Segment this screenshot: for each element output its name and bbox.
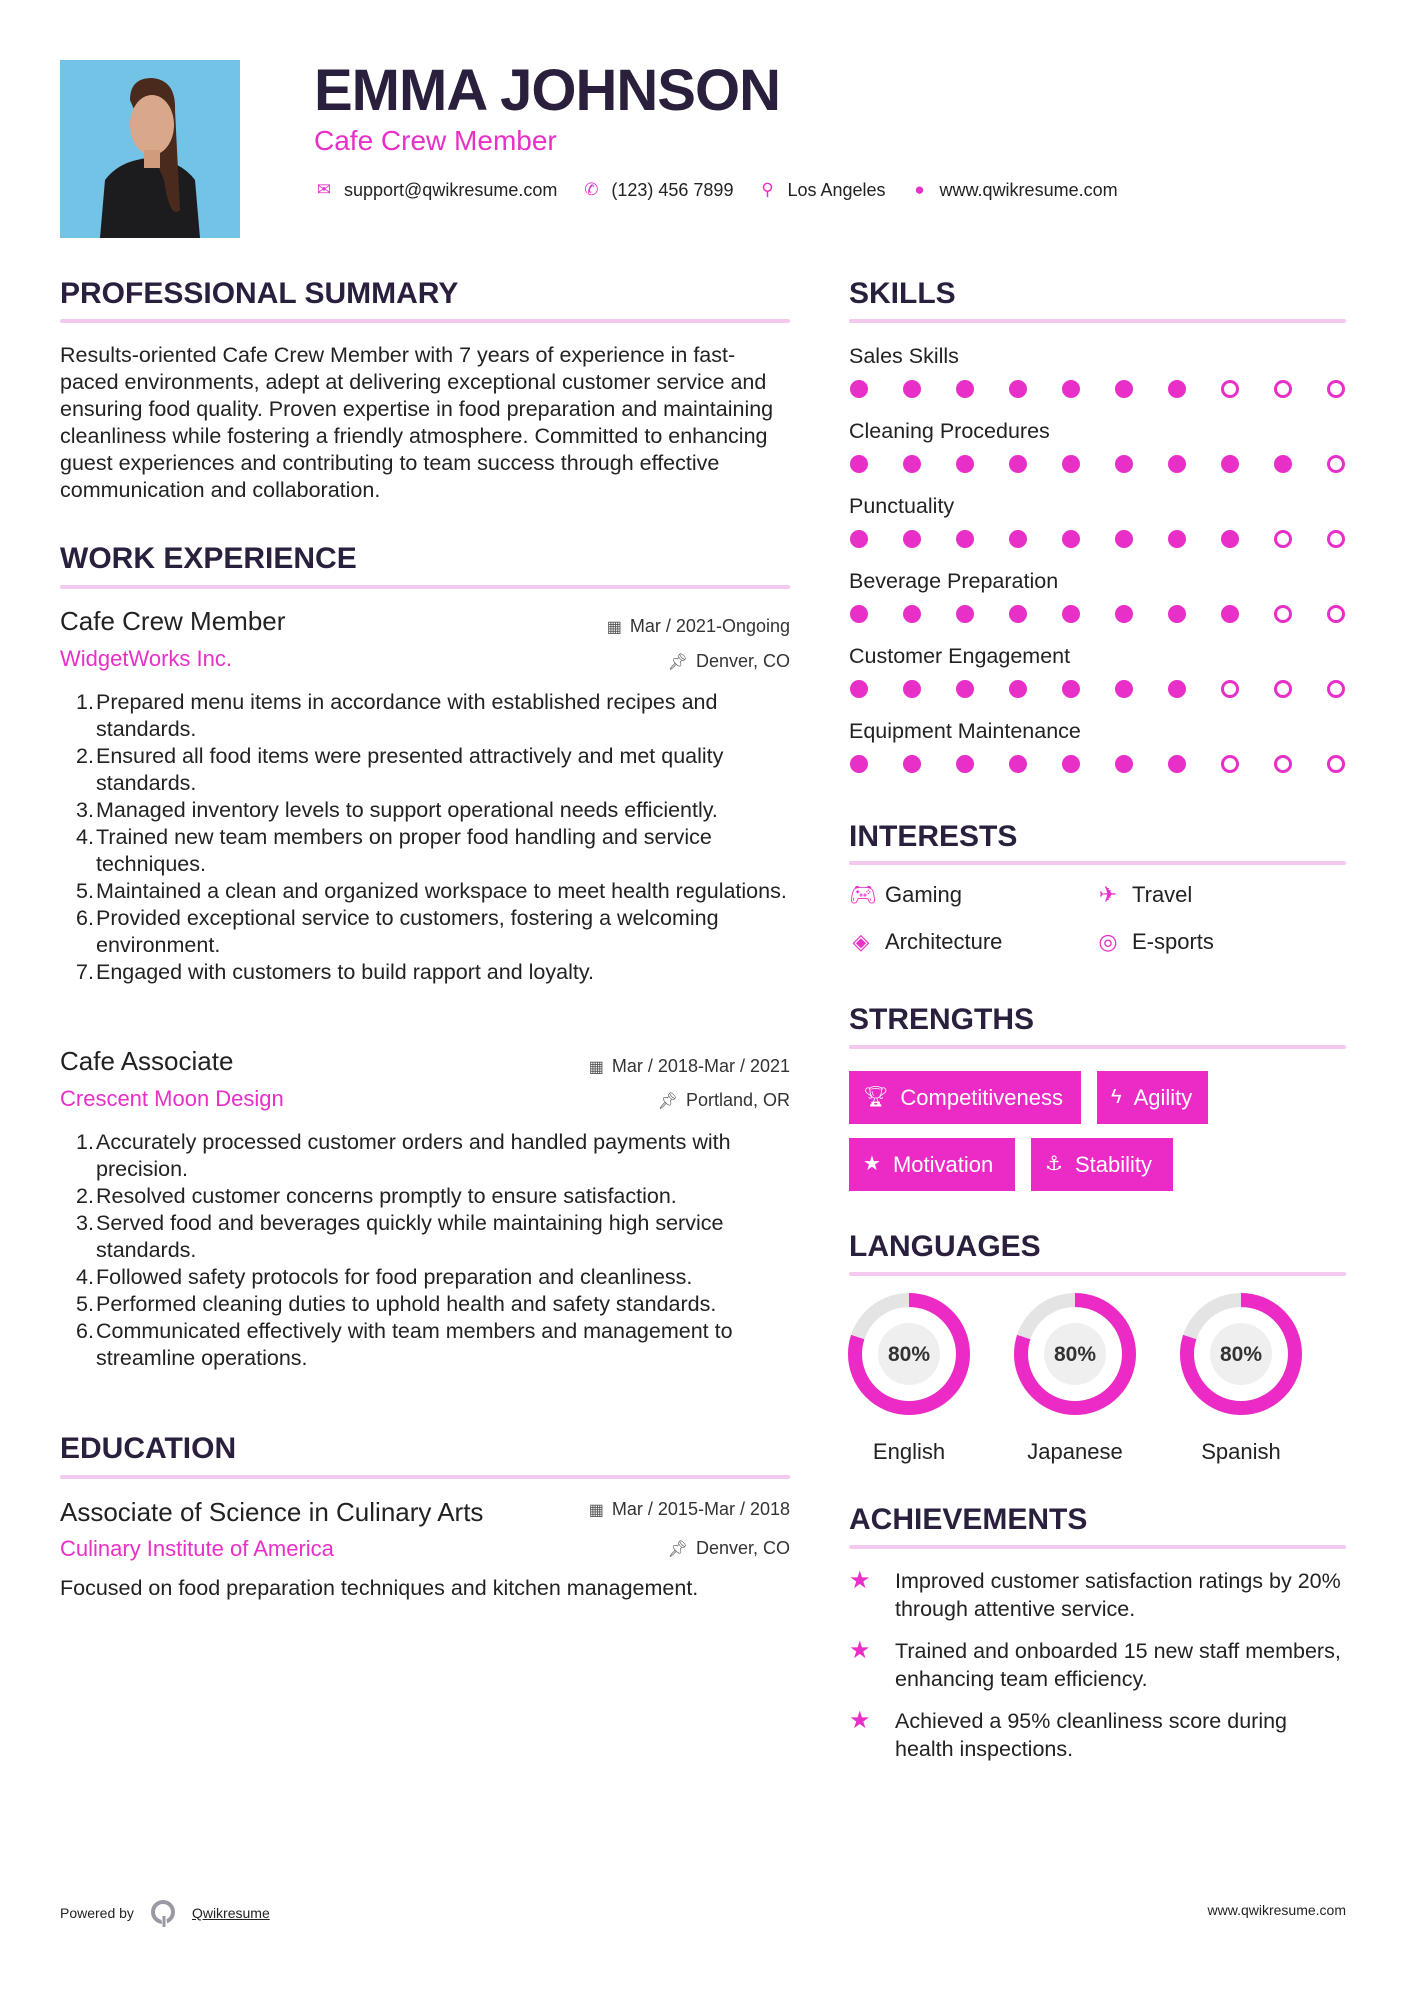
shooting-star-icon: ★ — [849, 1567, 871, 1594]
rating-dot-filled — [956, 605, 974, 623]
job-location — [668, 649, 790, 675]
life-ring-icon: ◎ — [1098, 929, 1118, 954]
education-location — [668, 1536, 790, 1562]
education-description: Focused on food preparation techniques and kitchen management. — [60, 1576, 699, 1600]
qwikresume-link[interactable]: Qwikresume — [191, 1905, 270, 1921]
skill-label: Sales Skills — [849, 344, 959, 368]
education-heading: EDUCATION — [60, 1432, 237, 1465]
skill-item — [849, 342, 1346, 417]
section-divider — [849, 1545, 1346, 1549]
rating-dot-filled — [1168, 605, 1186, 623]
achievement-item — [849, 1637, 1346, 1693]
rating-dot-empty — [1327, 680, 1345, 698]
language-percent: 80% — [887, 1343, 931, 1366]
pin-icon: 📌︎ — [667, 654, 688, 671]
strength-stability — [1031, 1138, 1173, 1191]
job-location-text: Denver, CO — [695, 651, 790, 671]
rating-dot-filled — [903, 530, 921, 548]
rating-dot-empty — [1274, 680, 1292, 698]
achievement-item — [849, 1707, 1346, 1763]
rating-dot-filled — [1221, 530, 1239, 548]
candidate-title: Cafe Crew Member — [314, 125, 557, 156]
job-location-text: Portland, OR — [685, 1090, 790, 1110]
rating-dot-filled — [850, 530, 868, 548]
bullet-item: Performed cleaning duties to uphold health and safety standards. — [96, 1292, 717, 1316]
strength-competitiveness — [849, 1071, 1081, 1124]
rating-dot-empty — [1221, 680, 1239, 698]
rating-dot-empty — [1327, 605, 1345, 623]
pin-icon: 📌︎ — [667, 1541, 688, 1558]
summary-heading: PROFESSIONAL SUMMARY — [60, 277, 459, 310]
achievement-text: Trained and onboarded 15 new staff members, enhancing team efficiency. — [895, 1639, 1341, 1691]
rating-dot-filled — [903, 380, 921, 398]
rating-dot-filled — [1009, 680, 1027, 698]
plane-icon: ✈ — [1098, 882, 1118, 907]
bullet-item: Accurately processed customer orders and handled payments with precision. — [96, 1130, 731, 1181]
rating-dot-filled — [1062, 380, 1080, 398]
rating-dot-empty — [1327, 380, 1345, 398]
rating-dot-empty — [1274, 755, 1292, 773]
rating-dot-filled — [1009, 605, 1027, 623]
rating-dot-filled — [1062, 530, 1080, 548]
job-role: Cafe Crew Member — [60, 606, 286, 636]
job-dates-text: Mar / 2018-Mar / 2021 — [611, 1056, 790, 1076]
languages-heading: LANGUAGES — [849, 1230, 1041, 1263]
job-dates — [607, 614, 790, 640]
summary-text: Results-oriented Cafe Crew Member with 7 years of experience in fast-paced environments, adept at delivering exceptional customer service and ensuring food quality. Proven expertise in food preparation and maintaining cleanliness while fostering a friendly atmosphere. Committed to enhancing guest experiences and contributing to team success through effective communication and collaboration. — [60, 343, 774, 502]
rating-dot-filled — [1168, 455, 1186, 473]
language-item — [1178, 1291, 1304, 1466]
rating-dot-filled — [903, 605, 921, 623]
gamepad-icon: 🎮︎ — [849, 882, 877, 907]
strength-motivation — [849, 1138, 1015, 1191]
section-divider — [60, 319, 790, 323]
profile-photo — [60, 60, 240, 238]
rating-dot-filled — [1115, 680, 1133, 698]
strength-label: Competitiveness — [900, 1085, 1064, 1110]
section-divider — [849, 861, 1346, 865]
section-divider — [849, 1272, 1346, 1276]
rating-dot-filled — [1115, 530, 1133, 548]
calendar-icon: ▦ — [588, 1059, 604, 1076]
rating-dot-filled — [1115, 605, 1133, 623]
rating-dot-filled — [1009, 755, 1027, 773]
strength-label: Stability — [1074, 1152, 1152, 1177]
language-label: Spanish — [1201, 1439, 1281, 1464]
language-label: Japanese — [1027, 1439, 1123, 1464]
interest-travel — [1096, 881, 1192, 909]
job-company: Crescent Moon Design — [60, 1086, 284, 1111]
calendar-icon: ▦ — [606, 619, 622, 636]
language-donut — [1178, 1291, 1304, 1417]
rating-dot-filled — [1115, 455, 1133, 473]
rating-dot-filled — [903, 755, 921, 773]
bullet-item: Ensured all food items were presented attractively and met quality standards. — [96, 744, 724, 795]
skill-item — [849, 417, 1346, 492]
rating-dot-empty — [1274, 530, 1292, 548]
envelope-icon: ✉ — [316, 180, 332, 199]
rating-dot-filled — [956, 455, 974, 473]
qwikresume-logo-icon — [148, 1898, 178, 1928]
job-role: Cafe Associate — [60, 1046, 234, 1076]
achievements-heading: ACHIEVEMENTS — [849, 1503, 1088, 1536]
rating-dot-filled — [956, 530, 974, 548]
rating-dot-filled — [1009, 380, 1027, 398]
job-company: WidgetWorks Inc. — [60, 646, 232, 671]
skills-heading: SKILLS — [849, 277, 956, 310]
rating-dot-filled — [956, 755, 974, 773]
education-dates-text: Mar / 2015-Mar / 2018 — [611, 1499, 790, 1519]
rating-dot-filled — [903, 455, 921, 473]
language-item — [846, 1291, 972, 1466]
rating-dot-filled — [1062, 680, 1080, 698]
languages-list — [846, 1291, 1306, 1466]
rating-dot-filled — [1009, 455, 1027, 473]
contact-website[interactable]: www.qwikresume.com — [939, 180, 1118, 200]
rating-dot-filled — [850, 680, 868, 698]
map-pin-icon: ⚲ — [761, 180, 774, 199]
skill-rating — [849, 455, 1346, 473]
section-divider — [60, 1475, 790, 1479]
skill-rating — [849, 530, 1346, 548]
rating-dot-empty — [1327, 530, 1345, 548]
section-divider — [849, 1045, 1346, 1049]
rating-dot-empty — [1327, 455, 1345, 473]
rating-dot-filled — [1221, 605, 1239, 623]
rating-dot-filled — [850, 455, 868, 473]
contact-phone[interactable]: (123) 456 7899 — [611, 180, 734, 200]
achievement-text: Achieved a 95% cleanliness score during health inspections. — [895, 1709, 1288, 1761]
rating-dot-filled — [1168, 530, 1186, 548]
job-location — [658, 1088, 790, 1114]
rating-dot-filled — [1168, 380, 1186, 398]
powered-by-label: Powered by — [60, 1905, 134, 1921]
skill-rating — [849, 755, 1346, 773]
rating-dot-filled — [956, 680, 974, 698]
degree: Associate of Science in Culinary Arts — [60, 1497, 484, 1527]
pin-icon: 📌︎ — [657, 1093, 678, 1110]
interest-label: E-sports — [1132, 929, 1214, 954]
ticket-icon: ◈ — [852, 929, 870, 954]
language-donut — [846, 1291, 972, 1417]
interests-heading: INTERESTS — [849, 820, 1018, 853]
rating-dot-filled — [1009, 530, 1027, 548]
strengths-heading: STRENGTHS — [849, 1003, 1035, 1036]
shooting-star-icon: ★ — [849, 1637, 871, 1664]
interest-architecture — [849, 928, 1002, 956]
rating-dot-empty — [1221, 755, 1239, 773]
rating-dot-empty — [1327, 755, 1345, 773]
skill-rating — [849, 380, 1346, 398]
job-dates — [589, 1054, 790, 1080]
strength-label: Agility — [1133, 1085, 1193, 1110]
interest-label: Gaming — [885, 882, 963, 907]
rating-dot-filled — [850, 605, 868, 623]
rating-dot-empty — [1274, 605, 1292, 623]
education-dates — [589, 1497, 790, 1523]
language-item — [1012, 1291, 1138, 1466]
interest-esports — [1096, 928, 1214, 956]
footer-powered — [60, 1898, 270, 1928]
skill-rating — [849, 605, 1346, 623]
rating-dot-filled — [1168, 680, 1186, 698]
skill-label: Beverage Preparation — [849, 569, 1059, 593]
experience-heading: WORK EXPERIENCE — [60, 542, 357, 575]
achievement-text: Improved customer satisfaction ratings by 20% through attentive service. — [895, 1569, 1341, 1621]
rating-dot-empty — [1274, 380, 1292, 398]
section-divider — [849, 319, 1346, 323]
rating-dot-filled — [850, 380, 868, 398]
globe-icon: ● — [914, 180, 925, 199]
star-icon: ★ — [863, 1153, 881, 1175]
language-label: English — [872, 1439, 946, 1464]
rating-dot-filled — [1274, 455, 1292, 473]
job-bullets — [78, 1129, 790, 1372]
rating-dot-filled — [1168, 755, 1186, 773]
skills-list — [849, 342, 1346, 792]
interest-label: Travel — [1132, 882, 1193, 907]
rating-dot-empty — [1221, 380, 1239, 398]
skill-label: Cleaning Procedures — [849, 419, 1050, 443]
bullet-item: Prepared menu items in accordance with established recipes and standards. — [96, 690, 718, 741]
contact-location: Los Angeles — [787, 180, 886, 200]
bullet-item: Served food and beverages quickly while maintaining high service standards. — [96, 1211, 724, 1262]
skill-item — [849, 642, 1346, 717]
bullet-item: Trained new team members on proper food handling and service techniques. — [96, 825, 712, 876]
rating-dot-filled — [1062, 755, 1080, 773]
bullet-item: Managed inventory levels to support operational needs efficiently. — [96, 798, 718, 822]
skill-item — [849, 492, 1346, 567]
interest-label: Architecture — [885, 929, 1003, 954]
rating-dot-filled — [1062, 455, 1080, 473]
bullet-item: Resolved customer concerns promptly to ensure satisfaction. — [96, 1184, 677, 1208]
bullet-item: Communicated effectively with team members and management to streamline operations. — [96, 1319, 733, 1370]
bullet-item: Maintained a clean and organized workspace to meet health regulations. — [96, 879, 787, 903]
achievement-item — [849, 1567, 1346, 1623]
rating-dot-filled — [903, 680, 921, 698]
section-divider — [60, 585, 790, 589]
rating-dot-filled — [956, 380, 974, 398]
calendar-icon: ▦ — [588, 1502, 604, 1519]
bullet-item: Engaged with customers to build rapport and loyalty. — [96, 960, 594, 984]
skill-label: Punctuality — [849, 494, 955, 518]
rating-dot-filled — [1062, 605, 1080, 623]
anchor-icon: ⚓︎ — [1045, 1153, 1063, 1175]
bolt-icon: ϟ — [1111, 1086, 1122, 1108]
school: Culinary Institute of America — [60, 1536, 334, 1561]
rating-dot-filled — [1221, 455, 1239, 473]
strength-agility — [1097, 1071, 1208, 1124]
skill-label: Customer Engagement — [849, 644, 1071, 668]
job-dates-text: Mar / 2021-Ongoing — [629, 616, 790, 636]
rating-dot-filled — [850, 755, 868, 773]
trophy-icon: 🏆︎ — [863, 1086, 889, 1108]
phone-icon: ✆ — [584, 180, 599, 199]
skill-rating — [849, 680, 1346, 698]
rating-dot-filled — [1115, 380, 1133, 398]
shooting-star-icon: ★ — [849, 1707, 871, 1734]
contact-email[interactable]: support@qwikresume.com — [344, 180, 558, 200]
job-bullets — [78, 689, 790, 986]
skill-item — [849, 567, 1346, 642]
education-location-text: Denver, CO — [695, 1538, 790, 1558]
contact-bar — [314, 179, 1118, 201]
footer-website[interactable]: www.qwikresume.com — [1207, 1902, 1346, 1918]
candidate-name: EMMA JOHNSON — [314, 58, 780, 123]
language-percent: 80% — [1053, 1343, 1097, 1366]
interest-gaming — [849, 881, 962, 909]
skill-label: Equipment Maintenance — [849, 719, 1081, 743]
skill-item — [849, 717, 1346, 792]
strength-label: Motivation — [892, 1152, 994, 1177]
rating-dot-filled — [1115, 755, 1133, 773]
language-donut — [1012, 1291, 1138, 1417]
bullet-item: Followed safety protocols for food preparation and cleanliness. — [96, 1265, 693, 1289]
language-percent: 80% — [1219, 1343, 1263, 1366]
bullet-item: Provided exceptional service to customers, fostering a welcoming environment. — [96, 906, 719, 957]
